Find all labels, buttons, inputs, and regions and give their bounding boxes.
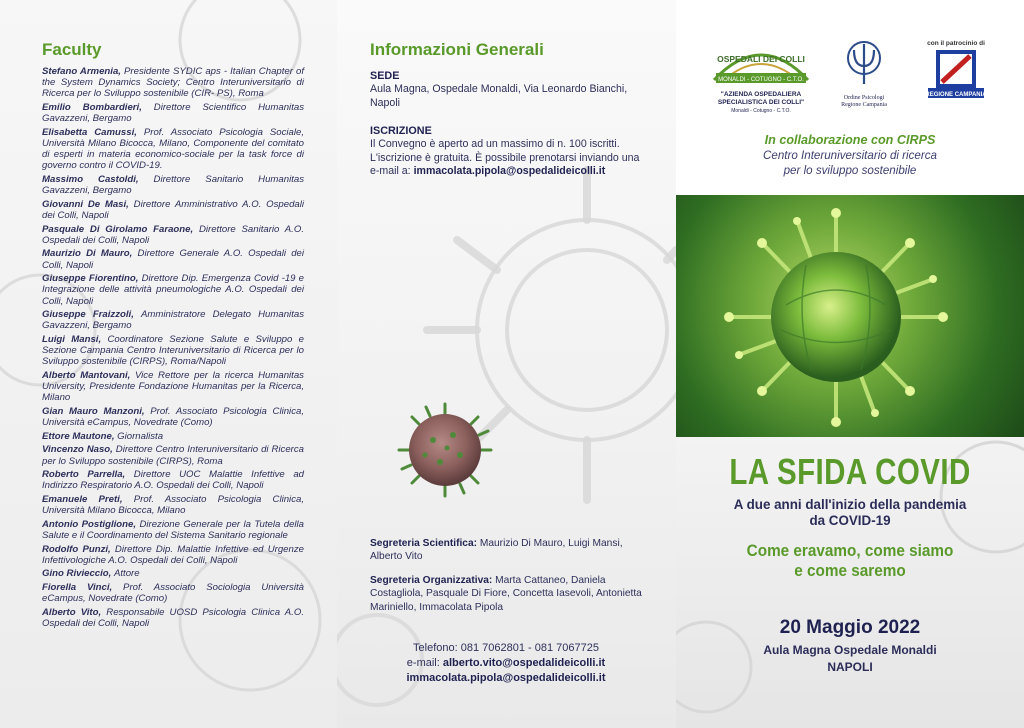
faculty-member-name: Emilio Bombardieri,: [42, 102, 142, 113]
faculty-member-role: Amministratore Delegato Humanitas Gavazzeni, Bergamo: [42, 309, 304, 332]
faculty-member-name: Pasquale Di Girolamo Faraone,: [42, 223, 194, 235]
sede-text: Aula Magna, Ospedale Monaldi, Via Leonardo Bianchi, Napoli: [370, 83, 628, 109]
segreteria-scientifica: [370, 537, 642, 564]
faculty-member: [42, 127, 304, 172]
faculty-member: [42, 494, 304, 516]
faculty-member: [42, 431, 304, 442]
venue-line1: Aula Magna Ospedale Monaldi: [763, 643, 937, 657]
faculty-member-name: Emanuele Preti,: [42, 493, 123, 505]
faculty-member-role: Direttore Dip. Emergenza Covid -19 e Integrazione delle attività pneumologiche A.O. Ospedali dei Colli, Napoli: [42, 273, 304, 307]
seg-org-text: Marta Cattaneo, Daniela Costagliola, Pasquale Di Fiore, Concetta Iasevoli, Antonietta Mariniello, Immacolata Pipola: [370, 575, 642, 613]
faculty-member-role: Direttore Dip. Malattie Infettive ed Urgenze Infettivologiche A.O. Ospedali dei Colli, Napoli: [42, 543, 304, 566]
faculty-member: [42, 544, 304, 566]
subtitle-line2: da COVID-19: [809, 513, 891, 528]
faculty-member-role: Direttore Centro Interuniversitario di Ricerca per lo Sviluppo sostenibile (CIRPS), Roma: [42, 444, 304, 467]
faculty-member-role: Direttore Scientifico Humanitas Gavazzeni, Bergamo: [42, 102, 304, 125]
regione-label: REGIONE CAMPANIA: [928, 92, 984, 98]
faculty-member: [42, 469, 304, 491]
faculty-member: [42, 370, 304, 404]
faculty-member: [42, 248, 304, 270]
tagline: [693, 541, 1006, 581]
email-link-vito[interactable]: alberto.vito@ospedalideicolli.it: [442, 657, 606, 669]
faculty-member: [42, 224, 304, 246]
faculty-member-name: Stefano Armenia,: [42, 66, 121, 77]
faculty-list: [42, 66, 304, 632]
faculty-member: [42, 607, 304, 629]
psi-line2: Regione Campania: [841, 102, 887, 108]
tagline-line2: e come saremo: [794, 561, 906, 580]
faculty-member-name: Gian Mauro Manzoni,: [42, 405, 145, 417]
faculty-member-role: Vice Rettore per la ricerca Humanitas University, Presidente Fondazione Humanitas per la Ricerca, Milano: [42, 369, 304, 404]
cover-panel: [676, 0, 1024, 728]
ordine-psicologi-logo: [834, 40, 894, 116]
event-date: 20 Maggio 2022: [779, 617, 921, 638]
faculty-member-role: Prof. Associato Psicologia Sociale, Università Milano Bicocca, Milano, Componente del comitato di esperti in materia economico-sociale per la task force di governo contro il COVID-19.: [42, 126, 305, 172]
email-label: e-mail:: [406, 657, 440, 669]
faculty-member: [42, 444, 304, 466]
faculty-member-role: Direttore Sanitario Humanitas Gavazzeni, Bergamo: [42, 174, 304, 197]
faculty-member: [42, 309, 304, 331]
faculty-member-name: Luigi Mansi,: [42, 333, 102, 345]
collab-title: In collaborazione con CIRPS: [764, 133, 936, 147]
faculty-member: [42, 66, 304, 100]
faculty-member-role: Responsabile UOSD Psicologia Clinica A.O. Ospedali dei Colli, Napoli: [42, 606, 304, 629]
faculty-member: [42, 334, 304, 368]
collaboration-block: [676, 133, 1024, 178]
faculty-member-role: Direttore Amministrativo A.O. Ospedali dei Colli, Napoli: [42, 198, 304, 221]
subtitle: [676, 497, 1024, 529]
faculty-panel: [0, 0, 337, 728]
contacts-block: [370, 641, 642, 686]
iscrizione-text: Il Convegno è aperto ad un massimo di n. 100 iscritti. L'iscrizione è gratuita. È possibile prenotarsi inviando una e-mail a:: [370, 138, 640, 178]
sede-label: SEDE: [370, 70, 400, 82]
virus-hero-image: [676, 195, 1024, 437]
main-title: LA SFIDA COVID: [729, 451, 971, 492]
venue: [676, 642, 1024, 676]
faculty-member: [42, 582, 304, 604]
subtitle-line1: A due anni dall'inizio della pandemia: [733, 497, 967, 512]
sede-block: [370, 70, 642, 110]
faculty-member-name: Roberto Parrella,: [42, 469, 126, 481]
ospedali-dei-colli-logo: [706, 40, 816, 116]
hospital-logo-sub: MONALDI - COTUGNO - C.T.O.: [718, 77, 804, 83]
venue-line2: NAPOLI: [827, 660, 873, 674]
faculty-member-name: Giuseppe Fraizzoli,: [42, 309, 134, 321]
faculty-member-name: Gino Rivieccio,: [42, 568, 112, 580]
faculty-member: [42, 199, 304, 221]
patrocinio-label: con il patrocinio di: [927, 40, 985, 47]
info-panel: [337, 0, 676, 728]
faculty-member-name: Antonio Postiglione,: [42, 518, 137, 530]
logos-row: [676, 0, 1024, 125]
faculty-member: [42, 102, 304, 124]
iscrizione-email-link[interactable]: immacolata.pipola@ospedalideicolli.it: [413, 165, 606, 178]
faculty-member-name: Vincenzo Naso,: [42, 444, 113, 456]
faculty-member: [42, 273, 304, 307]
iscrizione-block: [370, 125, 642, 179]
segreteria-organizzativa: [370, 574, 642, 614]
faculty-member-role: Prof. Associato Psicologia Clinica, Università eCampus, Novedrate (Como): [42, 405, 304, 429]
faculty-member-name: Giovanni De Masi,: [42, 198, 129, 210]
faculty-member: [42, 568, 304, 579]
faculty-member-name: Alberto Mantovani,: [42, 369, 131, 381]
faculty-member-role: Prof. Associato Sociologia Università eCampus, Novedrate (Como): [42, 581, 304, 605]
hospital-logo-name: OSPEDALI DEI COLLI: [717, 54, 805, 64]
faculty-member-role: Giornalista: [117, 430, 164, 442]
hospital-line2: SPECIALISTICA DEI COLLI": [717, 99, 805, 106]
coronavirus-icon: [395, 400, 495, 500]
seg-sci-label: Segreteria Scientifica:: [370, 538, 478, 549]
faculty-member-role: Direttore Generale A.O. Ospedali dei Colli, Napoli: [42, 248, 305, 271]
faculty-member-role: Direttore Sanitario A.O. Ospedali dei Colli, Napoli: [42, 223, 304, 246]
green-coronavirus-icon: [676, 195, 1024, 437]
tagline-line1: Come eravamo, come siamo: [746, 541, 954, 560]
seg-org-label: Segreteria Organizzativa:: [370, 575, 493, 586]
faculty-member-name: Alberto Vito,: [42, 606, 102, 618]
phone-text: Telefono: 081 7062801 - 081 7067725: [413, 642, 599, 654]
collab-line1: Centro Interuniversitario di ricerca: [763, 149, 937, 162]
ospedali-logo-icon: [706, 40, 816, 86]
faculty-title: Faculty: [42, 40, 102, 59]
campania-crest-icon: [928, 50, 984, 98]
hospital-line1: "AZIENDA OSPEDALIERA: [720, 91, 802, 98]
psi-line1: Ordine Psicologi: [843, 95, 885, 101]
faculty-member-name: Rodolfo Punzi,: [42, 543, 111, 555]
faculty-member-name: Ettore Mautone,: [42, 430, 115, 442]
faculty-member: [42, 519, 304, 541]
faculty-member-role: Prof. Associato Psicologia Clinica, Università Milano Bicocca, Milano: [42, 493, 304, 517]
collab-line2: per lo sviluppo sostenibile: [783, 164, 917, 177]
psi-logo-icon: [844, 40, 884, 90]
faculty-member-name: Maurizio Di Mauro,: [42, 248, 133, 260]
faculty-member-role: Presidente SYDIC aps - Italian Chapter of the System Dynamics Society; Centro Interuniversitario di Ricerca per lo Sviluppo sostenibile (CIR- PS), Roma: [42, 66, 305, 100]
faculty-member-role: Direzione Generale per la Tutela della Salute e il Coordinamento del Sistema Sanitario regionale: [42, 518, 305, 541]
faculty-member: [42, 174, 304, 196]
faculty-member-name: Fiorella Vinci,: [42, 581, 113, 593]
faculty-member-role: Direttore UOC Malattie Infettive ad Indirizzo Respiratorio A.O. Ospedali dei Colli, Napoli: [42, 469, 304, 492]
email-link-pipola[interactable]: immacolata.pipola@ospedalideicolli.it: [406, 672, 606, 684]
seg-sci-text: Maurizio Di Mauro, Luigi Mansi, Alberto Vito: [370, 538, 623, 563]
info-title: Informazioni Generali: [370, 40, 544, 59]
iscrizione-label: ISCRIZIONE: [370, 125, 432, 137]
faculty-member-name: Giuseppe Fiorentino,: [42, 273, 139, 285]
faculty-member-role: Coordinatore Sezione Salute e Sviluppo e Sezione Campania Centro Interuniversitario di Ricerca per lo Sviluppo sostenibile (CIRPS), Roma/Napoli: [42, 333, 305, 368]
faculty-member-name: Elisabetta Camussi,: [42, 126, 137, 138]
hospital-line3: Monaldi - Cotugno - C.T.O.: [731, 108, 791, 114]
regione-campania-logo: [916, 40, 996, 116]
faculty-member-name: Massimo Castoldi,: [42, 174, 139, 185]
faculty-member: [42, 406, 304, 428]
faculty-member-role: Attore: [113, 568, 140, 580]
